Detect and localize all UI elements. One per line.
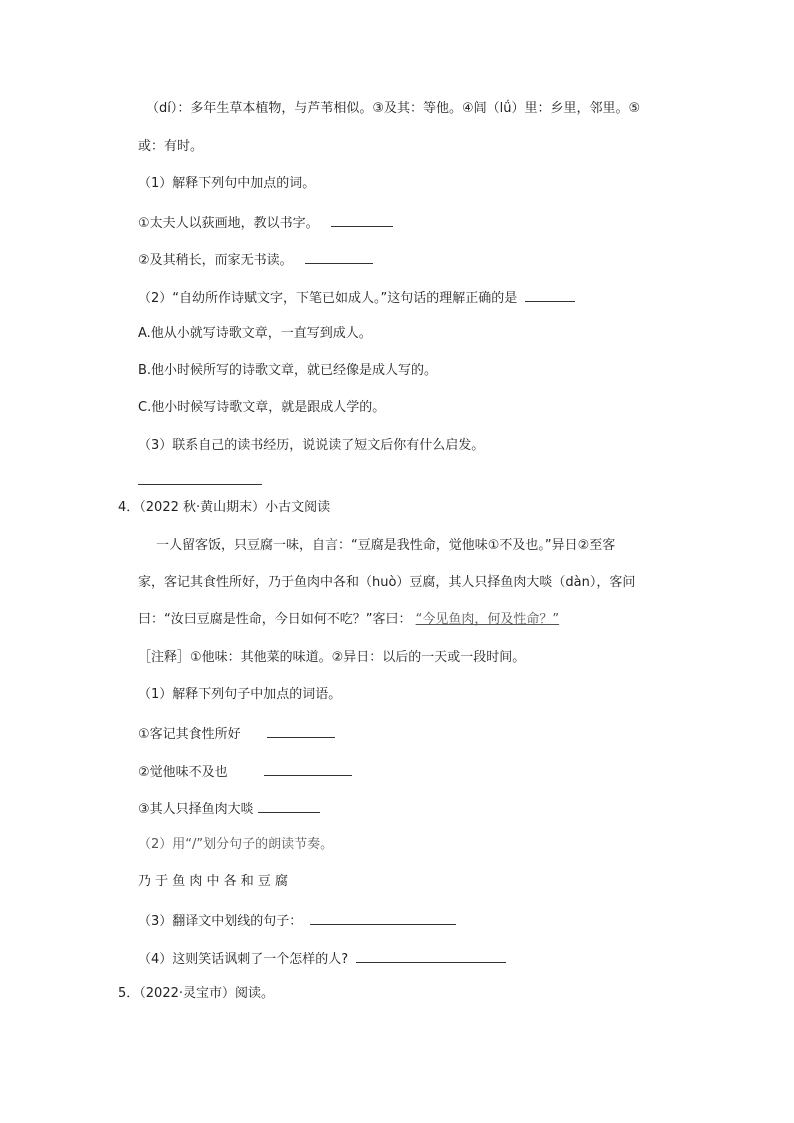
s4-question-3-text: （3）翻译文中划线的句子： [138,914,303,929]
underlined-sentence: “今见鱼肉，何及性命？” [415,612,560,627]
answer-blank[interactable] [267,723,335,738]
s4-question-1a [138,723,335,744]
question-1b-text: ②及其稍长，而家无书读。 [138,253,293,268]
s4-question-4-text: （4）这则笑话讽刺了一个怎样的人? [138,952,349,967]
question-1a-text: ①太夫人以荻画地，教以书字。 [138,216,319,231]
s4-question-1: （1）解释下列句子中加点的词语。 [138,687,342,702]
section-4-title: 4．（2022 秋·黄山期末）小古文阅读 [118,500,331,515]
question-2-text: （2）“自幼所作诗赋文字，下笔已如成人。”这句话的理解正确的是 [138,291,518,306]
s4-question-2: （2）用“/”划分句子的朗读节奏。 [138,837,334,852]
question-3: （3）联系自己的读书经历，说说读了短文后你有什么启发。 [138,438,485,453]
answer-line[interactable] [138,470,262,491]
question-1: （1）解释下列句中加点的词。 [138,176,316,191]
answer-blank[interactable] [305,249,373,264]
passage-line: 一人留客饭，只豆腐一味，自言：“豆腐是我性命，觉他味①不及也。”异日②至客 [156,538,616,553]
s4-question-1b-text: ②觉他味不及也 [138,765,228,780]
option-b[interactable]: B.他小时候所写的诗歌文章，就已经像是成人写的。 [138,363,438,378]
section-5-title: 5．（2022·灵宝市）阅读。 [118,986,274,1001]
answer-blank[interactable] [525,287,575,302]
answer-blank[interactable] [331,212,393,227]
s4-question-1c [138,798,320,819]
answer-blank[interactable] [138,470,262,485]
answer-blank[interactable] [264,761,352,776]
passage-line: 家，客记其食性所好，乃于鱼肉中各和（huò）豆腐，其人只择鱼肉大啖（dàn），客问 [138,575,636,590]
s4-question-1a-text: ①客记其食性所好 [138,727,241,742]
question-1a [138,212,393,233]
answer-blank[interactable] [310,910,456,925]
s4-question-1b [138,761,352,782]
text-line: （dí）：多年生草本植物，与芦苇相似。③及其：等他。④闾（lǘ）里：乡里，邻里。⑤ [146,101,641,116]
note: ［注释］①他味：其他菜的味道。②异日：以后的一天或一段时间。 [138,650,526,665]
question-2 [138,287,575,308]
passage-line [138,611,559,629]
text-line: 或：有时。 [138,139,204,154]
option-c[interactable]: C.他小时候写诗歌文章，就是跟成人学的。 [138,400,386,415]
answer-blank[interactable] [258,798,320,813]
option-a[interactable]: A.他从小就写诗歌文章，一直写到成人。 [138,326,372,341]
s4-question-3 [138,910,456,931]
rhythm-sentence: 乃 于 鱼 肉 中 各 和 豆 腐 [138,874,289,889]
s4-question-1c-text: ③其人只择鱼肉大啖 [138,802,254,817]
question-1b [138,249,373,270]
answer-blank[interactable] [356,948,506,963]
passage-text: 曰：“汝曰豆腐是性命，今日如何不吃？”客曰： [138,612,412,627]
s4-question-4 [138,948,506,969]
